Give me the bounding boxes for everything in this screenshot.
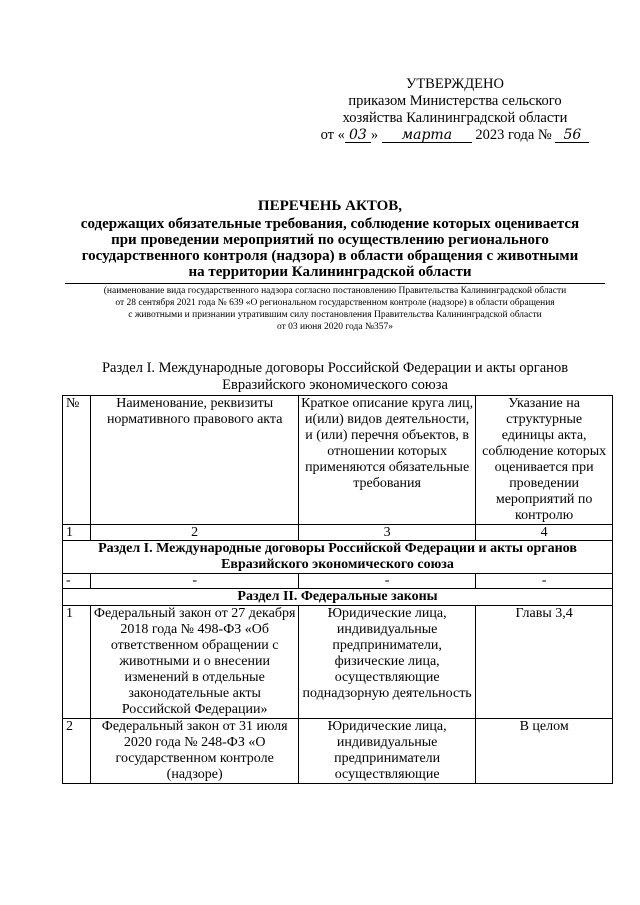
section-1-row <box>63 541 613 574</box>
date-year-text: 2023 года № <box>475 127 552 143</box>
approval-heading: УТВЕРЖДЕНО <box>406 76 504 92</box>
approval-block <box>300 76 610 144</box>
index-cell: 2 <box>91 525 299 541</box>
index-cell: 4 <box>476 525 613 541</box>
persons-cell: Юридические лица, индивидуальные предприниматели осуществляющие <box>299 719 476 784</box>
date-prefix: от « <box>320 127 345 143</box>
handwritten-day: 03 <box>345 128 371 143</box>
table-header-row <box>63 396 613 525</box>
handwritten-month: марта <box>382 128 472 143</box>
section-1-line-2: Евразийского экономического союза <box>221 557 454 572</box>
section-heading-line-2: Евразийского экономического союза <box>222 377 448 393</box>
handwritten-number: 56 <box>555 128 589 143</box>
dash-cell: - <box>299 574 476 589</box>
section-1-line-1: Раздел I. Международные договоры Российской Федерации и акты органов <box>98 541 577 556</box>
row-number: 2 <box>63 719 91 784</box>
supervision-note <box>60 285 610 333</box>
table-row <box>63 606 613 719</box>
title-sub-3: государственного контроля (надзора) в области обращения с животными <box>81 248 579 264</box>
date-mid: » <box>370 127 379 143</box>
header-number: № <box>63 396 91 525</box>
section-heading-line-1: Раздел I. Международные договоры Российской Федерации и акты органов <box>101 360 569 376</box>
act-name-cell: Федеральный закон от 27 декабря 2018 года № 498-ФЗ «Об ответственном обращении с животными и о внесении изменений в отдельные законодательные акты Российской Федерации» <box>91 606 299 719</box>
title-sub-4: на территории Калининградской области <box>188 264 472 280</box>
acts-table <box>62 395 613 784</box>
approval-line-2: хозяйства Калининградской области <box>342 110 568 126</box>
persons-cell: Юридические лица, индивидуальные предприниматели, физические лица, осуществляющие поднадзорную деятельность <box>299 606 476 719</box>
act-name-cell: Федеральный закон от 31 июля 2020 года № 248-ФЗ «О государственном контроле (надзоре) <box>91 719 299 784</box>
dash-cell: - <box>63 574 91 589</box>
note-line-3: с животными и признании утратившим силу постановления Правительства Калининградской области <box>128 310 542 320</box>
note-line-1: (наименование вида государственного надзора согласно постановлению Правительства Калининградской области <box>103 286 567 296</box>
row-number: 1 <box>63 606 91 719</box>
table-row <box>63 719 613 784</box>
column-index-row <box>63 525 613 541</box>
approval-line-1: приказом Министерства сельского <box>348 93 562 109</box>
index-cell: 3 <box>299 525 476 541</box>
dash-row <box>63 574 613 589</box>
dash-cell: - <box>91 574 299 589</box>
title-sub-1: содержащих обязательные требования, соблюдение которых оценивается <box>80 216 580 232</box>
title-sub-2: при проведении мероприятий по осуществлению регионального <box>111 232 549 248</box>
section-heading <box>60 360 610 394</box>
units-cell: В целом <box>476 719 613 784</box>
units-cell: Главы 3,4 <box>476 606 613 719</box>
section-1-cell <box>63 541 613 574</box>
title-underline <box>65 283 605 284</box>
section-2-row <box>63 589 613 606</box>
title-main: ПЕРЕЧЕНЬ АКТОВ, <box>257 198 403 214</box>
approval-date-line <box>300 127 610 144</box>
section-2-cell: Раздел II. Федеральные законы <box>63 589 613 606</box>
index-cell: 1 <box>63 525 91 541</box>
dash-cell: - <box>476 574 613 589</box>
document-title <box>40 198 620 280</box>
header-persons: Краткое описание круга лиц, и(или) видов деятельности, и (или) перечня объектов, в отношении которых применяются обязательные требования <box>299 396 476 525</box>
note-line-4: от 03 июня 2020 года №357» <box>276 322 394 332</box>
note-line-2: от 28 сентября 2021 года № 639 «О региональном государственном контроле (надзоре) в области обращения <box>115 298 555 308</box>
header-act-name: Наименование, реквизиты нормативного правового акта <box>91 396 299 525</box>
header-units: Указание на структурные единицы акта, соблюдение которых оценивается при проведении мероприятий по контролю <box>476 396 613 525</box>
